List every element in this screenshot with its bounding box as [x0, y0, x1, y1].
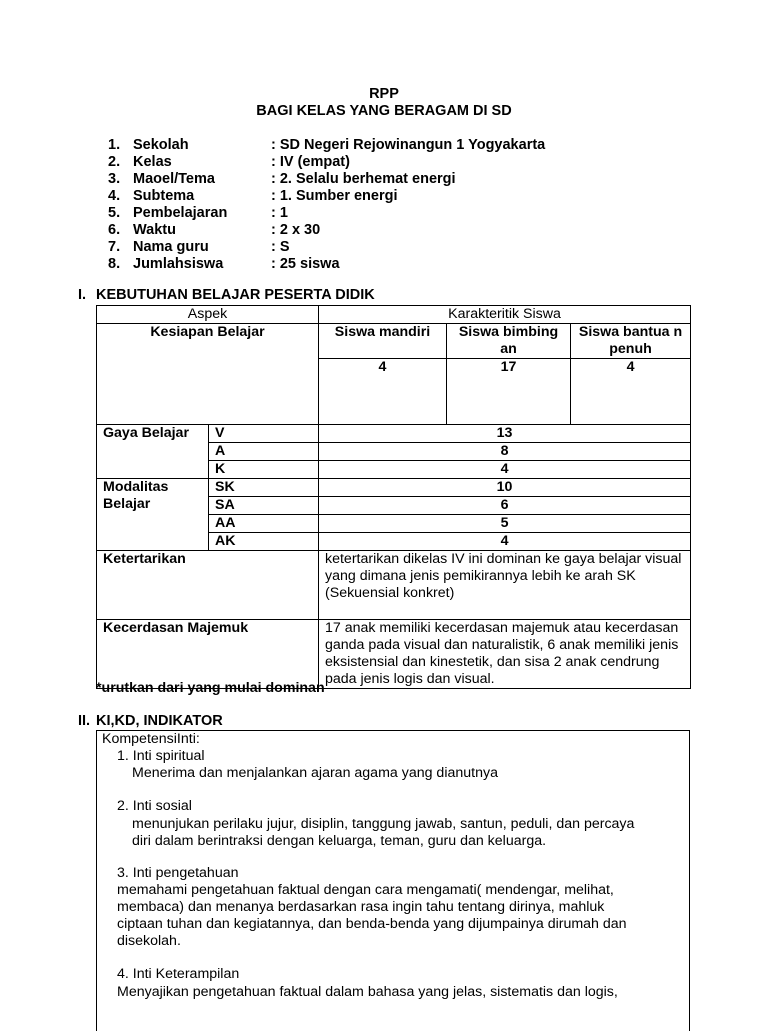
gaya-value: 13 — [319, 425, 691, 443]
gaya-key: A — [209, 443, 319, 461]
ketertarikan-label: Ketertarikan — [97, 551, 319, 620]
col-mandiri: Siswa mandiri — [319, 324, 447, 359]
modalitas-value: 4 — [319, 533, 691, 551]
ki-4-title: 4. Inti Keterampilan — [117, 966, 240, 982]
ki-3-text-3: ciptaan tuhan dan kegiatannya, dan benda-benda yang dijumpainya dirumah dan — [117, 916, 627, 932]
kecerdasan-label: Kecerdasan Majemuk — [97, 620, 319, 689]
col-bimbingan: Siswa bimbing an — [447, 324, 571, 359]
ki-heading: KompetensiInti: — [102, 731, 200, 747]
col-bantuan: Siswa bantua n penuh — [571, 324, 691, 359]
modalitas-key: SA — [209, 497, 319, 515]
modalitas-key: AK — [209, 533, 319, 551]
kecerdasan-text: 17 anak memiliki kecerdasan majemuk atau kecerdasan ganda pada visual dan naturalistik, 6 anak memiliki jenis eksistensial dan kinestetik, dan sisa 2 anak cendrung pada jenis logis dan visual. — [319, 620, 691, 689]
ki-box — [96, 730, 690, 1031]
ki-1-text: Menerima dan menjalankan ajaran agama yang dianutnya — [132, 765, 498, 781]
modalitas-value: 5 — [319, 515, 691, 533]
section-1-heading: I. KEBUTUHAN BELAJAR PESERTA DIDIK — [78, 287, 375, 303]
ki-3-text-4: disekolah. — [117, 933, 181, 949]
ki-3-title: 3. Inti pengetahuan — [117, 865, 239, 881]
ki-2-text-1: menunjukan perilaku jujur, disiplin, tanggung jawab, santun, peduli, dan percaya — [132, 816, 635, 832]
gaya-key: V — [209, 425, 319, 443]
gaya-value: 4 — [319, 461, 691, 479]
gaya-value: 8 — [319, 443, 691, 461]
val-mandiri: 4 — [319, 359, 447, 425]
modalitas-value: 10 — [319, 479, 691, 497]
val-bimbingan: 17 — [447, 359, 571, 425]
ki-3-text-2: membaca) dan menanya berdasarkan rasa ingin tahu tentang dirinya, mahluk — [117, 899, 605, 915]
ki-2-text-2: diri dalam berintraksi dengan keluarga, teman, guru dan keluarga. — [132, 833, 547, 849]
kesiapan-label: Kesiapan Belajar — [97, 324, 319, 425]
header-aspek: Aspek — [97, 306, 319, 324]
modalitas-key: AA — [209, 515, 319, 533]
ki-4-text-1: Menyajikan pengetahuan faktual dalam bahasa yang jelas, sistematis dan logis, — [117, 984, 618, 1000]
header-karakteristik: Karakteritik Siswa — [319, 306, 691, 324]
needs-table — [96, 305, 691, 689]
gaya-key: K — [209, 461, 319, 479]
modalitas-value: 6 — [319, 497, 691, 515]
doc-title: RPP — [369, 86, 399, 102]
val-bantuan: 4 — [571, 359, 691, 425]
ketertarikan-text: ketertarikan dikelas IV ini dominan ke gaya belajar visual yang dimana jenis pemikirannya lebih ke arah SK (Sekuensial konkret) — [319, 551, 691, 620]
doc-subtitle: BAGI KELAS YANG BERAGAM DI SD — [256, 103, 512, 119]
gaya-label: Gaya Belajar — [97, 425, 209, 479]
modalitas-key: SK — [209, 479, 319, 497]
table-note: *urutkan dari yang mulai dominan — [96, 680, 325, 696]
ki-2-title: 2. Inti sosial — [117, 798, 192, 814]
modalitas-label: Modalitas Belajar — [97, 479, 209, 551]
ki-3-text-1: memahami pengetahuan faktual dengan cara mengamati( mendengar, melihat, — [117, 882, 614, 898]
ki-1-title: 1. Inti spiritual — [117, 748, 205, 764]
section-2-heading: II. KI,KD, INDIKATOR — [78, 713, 223, 729]
